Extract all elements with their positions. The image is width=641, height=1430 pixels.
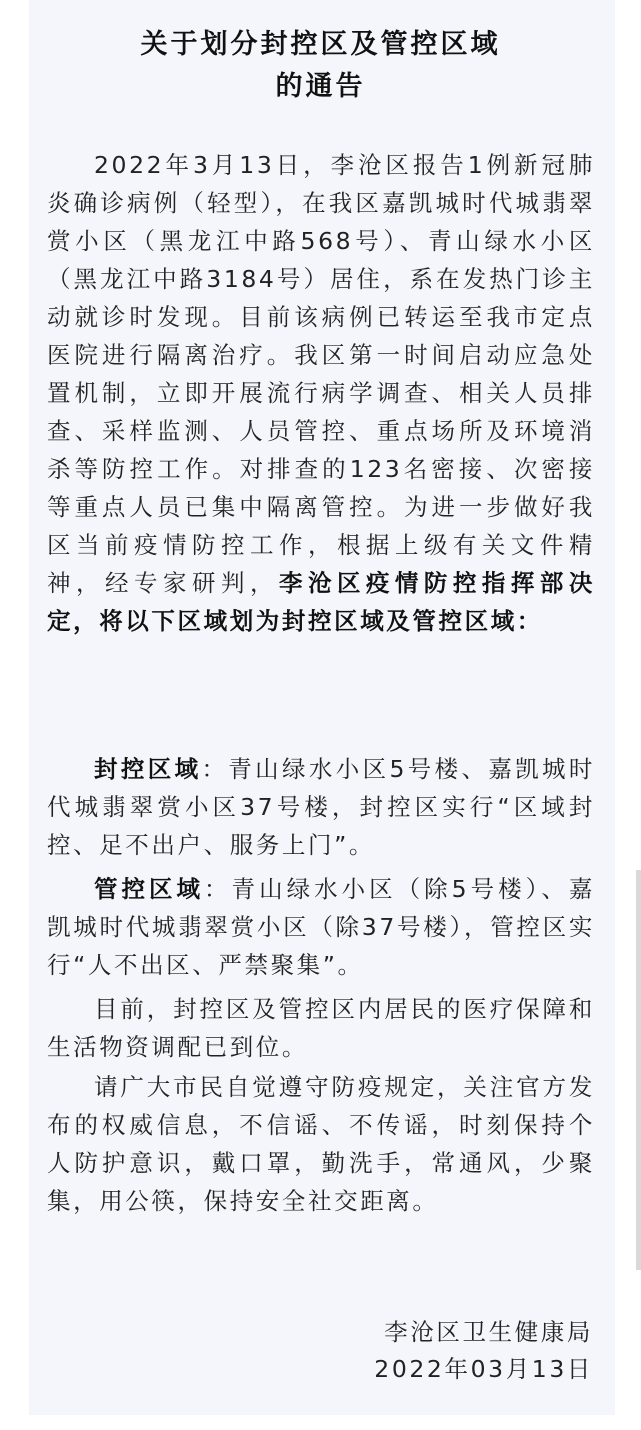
notice-title-line1: 关于划分封控区及管控区域 [140, 29, 501, 60]
paragraph-control-zone [47, 870, 595, 984]
lockdown-zone-text: ：青山绿水小区5号楼、嘉凯城时代城翡翠赏小区37号楼，封控区实行“区域封控、足不出户、服务上门”。 [47, 755, 595, 859]
lockdown-zone-label: 封控区域 [94, 755, 202, 783]
paragraph-case-report-text: 2022年3月13日，李沧区报告1例新冠肺炎确诊病例（轻型），在我区嘉凯城时代城翡翠赏小区（黑龙江中路568号）、青山绿水小区（黑龙江中路3184号）居住，系在发热门诊主动就诊时发现。目前该病例已转运至我市定点医院进行隔离治疗。我区第一时间启动应急处置机制，立即开展流行病学调查、相关人员排查、采样监测、人员管控、重点场所及环境消杀等防控工作。对排查的123名密接、次密接等重点人员已集中隔离管控。为进一步做好我区当前疫情防控工作，根据上级有关文件精神，经专家研判， [47, 151, 595, 597]
paragraph-case-report [47, 146, 595, 640]
notice-title-line2: 的通告 [275, 71, 366, 102]
paragraph-supplies: 目前，封控区及管控区内居民的医疗保障和生活物资调配已到位。 [47, 995, 595, 1061]
paragraph-decision-text: 李沧区疫情防控指挥部决定，将以下区域划为封控区域及管控区域： [47, 569, 595, 635]
scrollbar[interactable] [636, 870, 641, 1270]
signature-date: 2022年03月13日 [374, 1355, 593, 1383]
signature-issuer: 李沧区卫生健康局 [384, 1318, 593, 1346]
control-zone-text: ：青山绿水小区（除5号楼）、嘉凯城时代城翡翠赏小区（除37号楼），管控区实行“人不出区、严禁聚集”。 [47, 875, 595, 979]
paragraph-lockdown-zone [47, 750, 595, 864]
paragraph-public-advice: 请广大市民自觉遵守防疫规定，关注官方发布的权威信息，不信谣、不传谣，时刻保持个人防护意识，戴口罩，勤洗手，常通风，少聚集，用公筷，保持安全社交距离。 [47, 1073, 595, 1215]
control-zone-label: 管控区域 [94, 875, 205, 903]
